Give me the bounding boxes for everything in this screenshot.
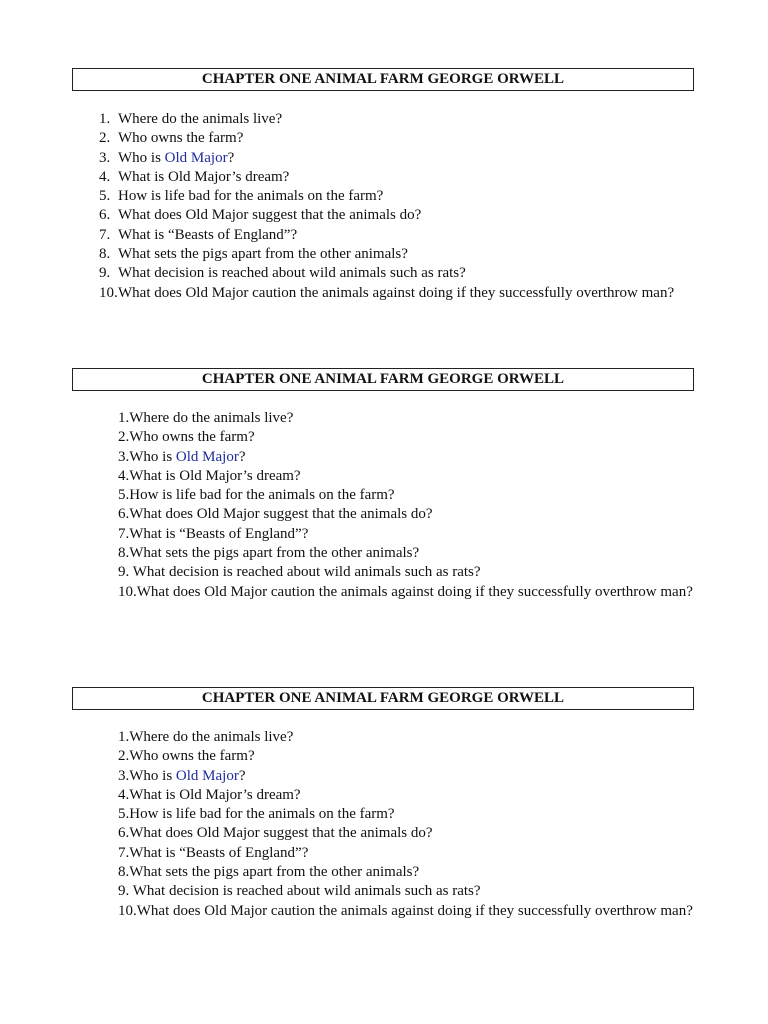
question-number: 3. [118,448,130,465]
question-text: Who is [129,767,176,784]
question-text: How is life bad for the animals on the farm? [118,188,384,205]
question-number: 9. [99,265,111,282]
question-text: What is “Beasts of England”? [129,525,309,542]
question-number: 4. [118,467,130,484]
question-number: 6. [99,207,111,224]
old-major-link[interactable]: Old Major [175,448,239,465]
question-text: What is Old Major’s dream? [129,467,301,484]
question-item [99,226,674,245]
question-number: 1. [99,111,111,127]
question-text: How is life bad for the animals on the farm? [129,487,395,504]
question-list [118,409,694,602]
question-text: Who owns the farm? [118,130,244,147]
question-item [118,747,694,766]
question-item [118,882,694,901]
question-number: 7. [99,226,111,243]
question-item [118,448,694,467]
question-item [99,264,674,283]
question-text: How is life bad for the animals on the farm? [129,806,395,823]
question-item [99,149,674,168]
question-number: 6. [118,825,130,842]
question-text: What sets the pigs apart from the other animals? [129,864,420,881]
section-title: CHAPTER ONE ANIMAL FARM GEORGE ORWELL [72,687,694,710]
question-item [118,844,694,863]
question-number: 5. [99,188,111,205]
question-text: What decision is reached about wild animals such as rats? [129,883,481,900]
question-item [99,206,674,225]
question-text: Where do the animals live? [129,410,294,426]
question-number: 9. [118,883,130,900]
question-item [99,245,674,264]
question-text: What is Old Major’s dream? [129,786,301,803]
question-number: 2. [118,748,130,765]
question-number: 3. [99,149,111,166]
question-number: 8. [118,864,130,881]
question-text: What decision is reached about wild animals such as rats? [129,564,481,581]
question-text: What is “Beasts of England”? [118,226,298,243]
question-text: Who owns the farm? [129,748,255,765]
question-number: 5. [118,806,130,823]
question-text: Where do the animals live? [129,729,294,745]
question-list [99,110,674,303]
question-item [118,786,694,805]
question-item [118,467,694,486]
question-text: What does Old Major suggest that the animals do? [118,207,422,224]
question-number: 7. [118,525,130,542]
question-item [118,428,694,447]
question-number: 5. [118,487,130,504]
question-item [118,525,694,544]
question-number: 8. [99,246,111,263]
question-item [118,767,694,786]
old-major-link[interactable]: Old Major [164,149,228,166]
question-item [118,863,694,882]
question-number: 10. [118,902,137,919]
question-number: 10. [118,583,137,600]
question-number: 4. [118,786,130,803]
question-item [118,805,694,824]
question-item [118,824,694,843]
question-text: What does Old Major caution the animals against doing if they successfully overthrow man? [136,583,693,600]
question-item [118,563,694,582]
section-title: CHAPTER ONE ANIMAL FARM GEORGE ORWELL [72,368,694,391]
question-number: 6. [118,506,130,523]
question-list [118,728,694,921]
question-number: 10. [99,284,118,301]
question-item [99,187,674,206]
question-number: 9. [118,564,130,581]
question-text: What sets the pigs apart from the other animals? [118,246,408,263]
question-text-end: ? [238,767,246,784]
question-item [99,110,674,129]
question-text: Who is [118,149,165,166]
question-text: What is “Beasts of England”? [129,844,309,861]
question-text: What is Old Major’s dream? [118,168,290,185]
question-number: 2. [99,130,111,147]
question-text: Who owns the farm? [129,429,255,446]
question-text: What does Old Major suggest that the animals do? [129,825,433,842]
question-text: What sets the pigs apart from the other animals? [129,545,420,562]
question-text-end: ? [227,149,235,166]
question-number: 3. [118,767,130,784]
question-item [118,409,694,428]
question-item [118,505,694,524]
question-text: Where do the animals live? [118,111,283,127]
question-item [99,168,674,187]
question-item [118,728,694,747]
section-title: CHAPTER ONE ANIMAL FARM GEORGE ORWELL [72,68,694,91]
question-number: 1. [118,410,130,426]
question-number: 7. [118,844,130,861]
question-number: 2. [118,429,130,446]
old-major-link[interactable]: Old Major [175,767,239,784]
question-text: Who is [129,448,176,465]
question-text: What does Old Major suggest that the animals do? [129,506,433,523]
question-text-end: ? [238,448,246,465]
question-text: What does Old Major caution the animals against doing if they successfully overthrow man? [118,284,675,301]
question-number: 8. [118,545,130,562]
question-text: What does Old Major caution the animals against doing if they successfully overthrow man? [136,902,693,919]
question-number: 4. [99,168,111,185]
question-item [118,902,694,921]
question-item [99,284,674,303]
question-number: 1. [118,729,130,745]
question-item [118,486,694,505]
question-item [118,544,694,563]
question-item [118,583,694,602]
question-item [99,129,674,148]
question-text: What decision is reached about wild animals such as rats? [118,265,466,282]
